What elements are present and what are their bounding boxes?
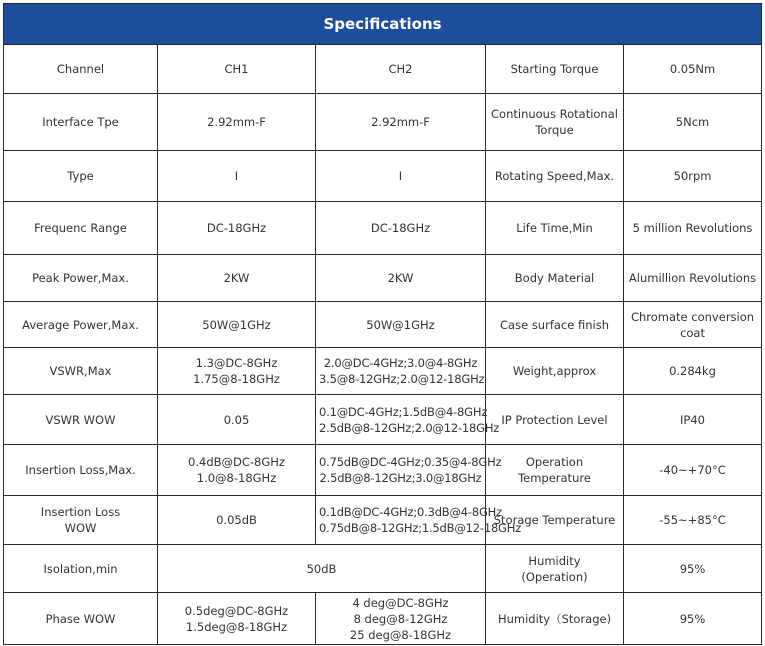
table-row [4, 593, 762, 645]
value-line: 1.3@DC-8GHz [195, 356, 278, 370]
ch2-value [316, 496, 522, 545]
ch1-value [158, 445, 316, 496]
merged-value: 50dB [158, 545, 486, 593]
param-value [624, 302, 762, 348]
param-label: Starting Torque [486, 45, 624, 94]
param-value: 5Ncm [624, 94, 762, 151]
ch2-value [316, 593, 486, 645]
param-value: 95% [624, 593, 762, 645]
ch1-value [158, 348, 316, 395]
param-label: Storage Temperature [486, 496, 624, 545]
ch1-value: DC-18GHz [158, 202, 316, 255]
value-line: 0.1@DC-4GHz;1.5dB@4-8GHz [319, 404, 488, 419]
value-line: 25 deg@8-18GHz [349, 627, 452, 642]
label-line: WOW [64, 521, 97, 535]
table-row [4, 545, 762, 593]
param-label: Peak Power,Max. [4, 255, 158, 302]
param-label: Insertion Loss,Max. [4, 445, 158, 496]
param-label: Operation Temperature [486, 445, 624, 496]
value-line: 2.5dB@8-12GHz;3.0@18GHz [319, 471, 482, 485]
param-label: Weight,approx [486, 348, 624, 395]
ch1-value: 50W@1GHz [158, 302, 316, 348]
table-row [4, 348, 762, 395]
param-label: Case surface finish [486, 302, 624, 348]
param-value: 5 million Revolutions [624, 202, 762, 255]
ch2-value: I [316, 151, 486, 202]
ch1-value: CH1 [158, 45, 316, 94]
ch1-value: 2.92mm-F [158, 94, 316, 151]
value-line: 0.1dB@DC-4GHz;0.3dB@4-8GHz [319, 505, 502, 519]
param-label [486, 545, 624, 593]
param-label [486, 94, 624, 151]
ch2-value: 50W@1GHz [316, 302, 486, 348]
ch2-value: 2KW [316, 255, 486, 302]
value-line: 2.0@DC-4GHz;3.0@4-8GHz [323, 356, 478, 370]
ch2-value [316, 395, 500, 445]
param-label: Frequenc Range [4, 202, 158, 255]
value-line: 0.75dB@8-12GHz;1.5dB@12-18GHz [319, 521, 522, 535]
ch2-value [316, 348, 486, 395]
label-line: Humidity [528, 553, 581, 568]
param-label: Humidity（Storage) [486, 593, 624, 645]
param-label: Life Time,Min [486, 202, 624, 255]
param-label: Interface Tpe [4, 94, 158, 151]
param-label: Type [4, 151, 158, 202]
param-label [4, 496, 158, 545]
param-label: VSWR WOW [4, 395, 158, 445]
param-label: IP Protection Level [486, 395, 624, 445]
value-line: 1.5deg@8-18GHz [185, 619, 288, 634]
value-line: 1.0@8-18GHz [196, 471, 277, 485]
param-value: -40~+70°C [624, 445, 762, 496]
table-row [4, 395, 762, 445]
table-row [4, 496, 762, 545]
ch1-value: 2KW [158, 255, 316, 302]
ch1-value: 0.05 [158, 395, 316, 445]
param-label: Channel [4, 45, 158, 94]
value-line: Chromate conversion [630, 309, 755, 324]
param-value: 0.05Nm [624, 45, 762, 94]
value-line: 2.5dB@8-12GHz;2.0@12-18GHz [319, 420, 500, 435]
table-row [4, 302, 762, 348]
value-line: 3.5@8-12GHz;2.0@12-18GHz [319, 372, 485, 386]
value-line: 0.4dB@DC-8GHz [188, 455, 285, 469]
param-label: Body Material [486, 255, 624, 302]
param-value: -55~+85°C [624, 496, 762, 545]
ch2-value: CH2 [316, 45, 486, 94]
table-row [4, 255, 762, 302]
ch1-value [158, 593, 316, 645]
value-line: coat [680, 325, 705, 340]
param-value: 0.284kg [624, 348, 762, 395]
param-label: Isolation,min [4, 545, 158, 593]
param-label: Rotating Speed,Max. [486, 151, 624, 202]
ch1-value: 0.05dB [158, 496, 316, 545]
value-line: 0.5deg@DC-8GHz [184, 603, 289, 618]
table-row [4, 94, 762, 151]
table-row [4, 202, 762, 255]
value-line: 4 deg@DC-8GHz [352, 595, 449, 610]
value-line: 8 deg@8-12GHz [353, 611, 448, 626]
table-title: Specifications [4, 4, 762, 45]
value-line: 1.75@8-18GHz [193, 372, 280, 386]
table-row [4, 445, 762, 496]
table-row [4, 151, 762, 202]
ch1-value: I [158, 151, 316, 202]
param-label: VSWR,Max [4, 348, 158, 395]
ch2-value: DC-18GHz [316, 202, 486, 255]
param-value: 95% [624, 545, 762, 593]
specifications-table [3, 3, 762, 645]
param-label: Phase WOW [4, 593, 158, 645]
label-line: Continuous Rotational [491, 107, 618, 121]
label-line: (Operation) [521, 569, 588, 584]
value-line: 0.75dB@DC-4GHz;0.35@4-8GHz [319, 455, 502, 469]
ch2-value: 2.92mm-F [316, 94, 486, 151]
label-line: Torque [535, 123, 574, 137]
ch2-value [316, 445, 502, 496]
label-line: Insertion Loss [40, 505, 121, 519]
param-value: Alumillion Revolutions [624, 255, 762, 302]
table-row [4, 45, 762, 94]
param-label: Average Power,Max. [4, 302, 158, 348]
param-value: IP40 [624, 395, 762, 445]
param-value: 50rpm [624, 151, 762, 202]
